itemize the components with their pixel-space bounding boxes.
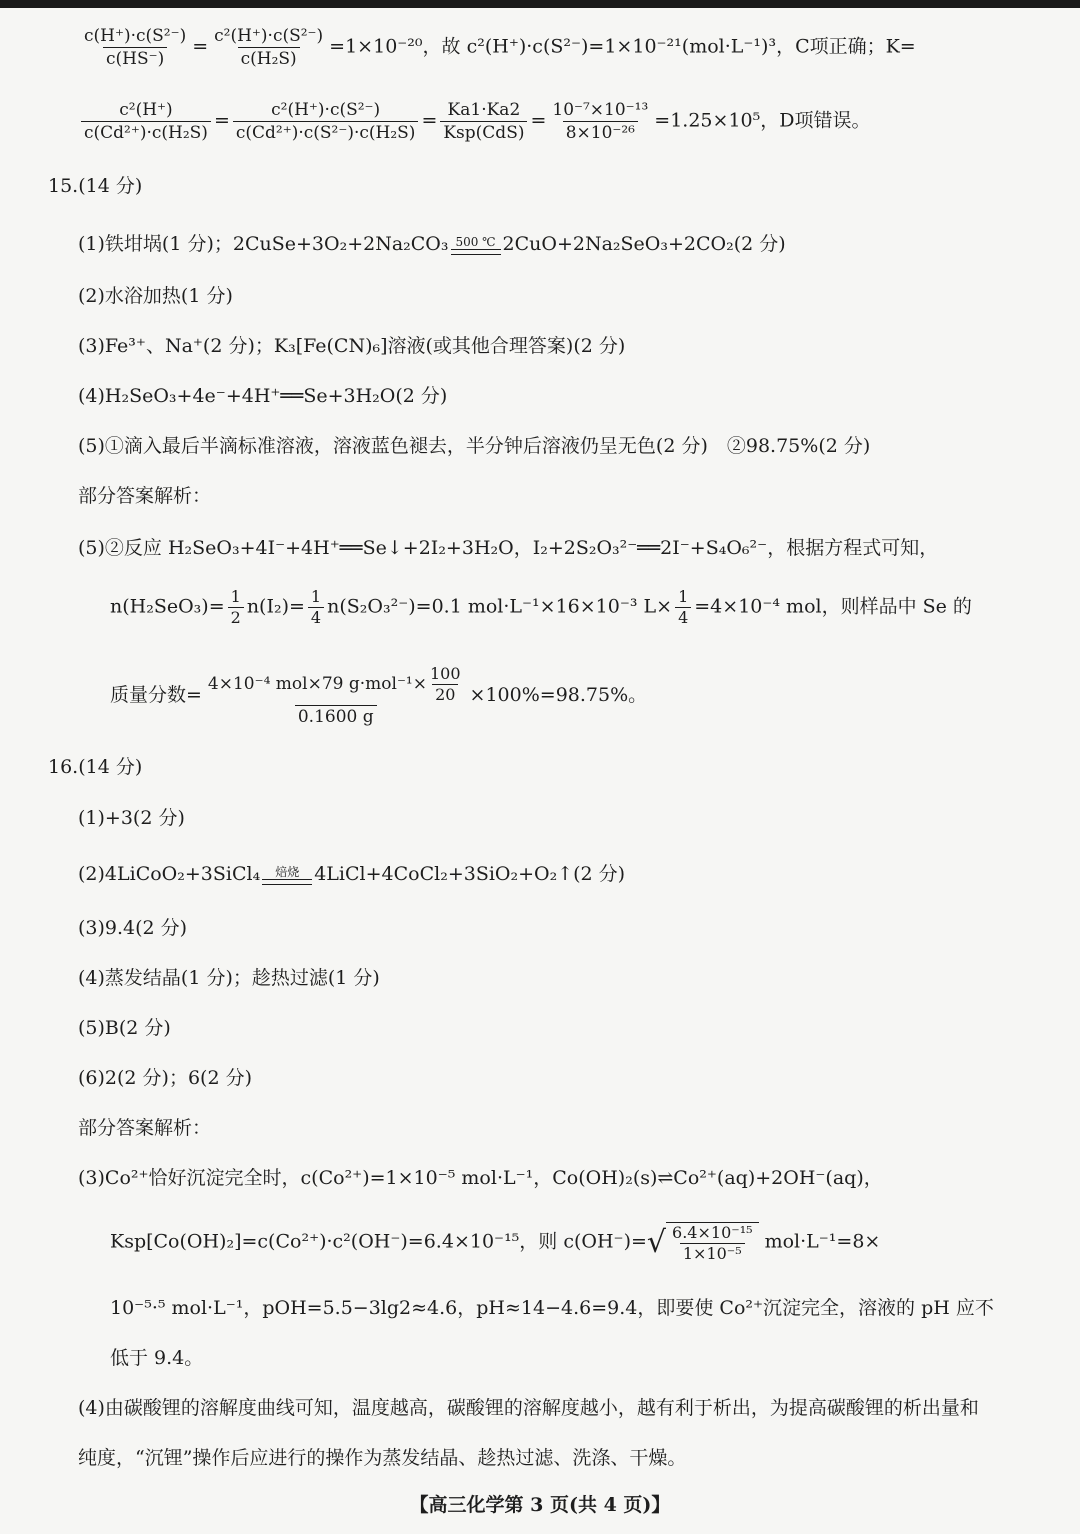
explanation-16-line-3: 10⁻⁵·⁵ mol·L⁻¹，pOH=5.5−3lg2≈4.6，pH≈14−4.6=9.4，即要使 Co²⁺沉淀完全，溶液的 pH 应不 xyxy=(110,1297,994,1319)
question-15-heading: 15.(14 分) xyxy=(48,175,143,197)
fraction: $\frac{Ka1\cdot Ka2}{\text{Ksp(CdS)}}$ xyxy=(440,100,527,143)
fraction: $\frac{1}{4}$ xyxy=(675,588,691,627)
fraction: $\frac{\text{c²(H⁺)}}{\text{c(Cd²⁺)·c(H₂S)}}$ xyxy=(81,100,211,143)
fraction: $\frac{1}{2}$ xyxy=(228,588,244,627)
explanation-16-line-4: 低于 9.4。 xyxy=(110,1347,204,1369)
explanation-16-line-2: Ksp[Co(OH)₂]=c(Co²⁺)·c²(OH⁻)=6.4×10⁻¹⁵，则 c(OH⁻)= √ $\frac{\text{6.4×10⁻¹⁵}}{\text{1×10⁻⁵}}$ mol·L⁻¹=8× xyxy=(110,1223,881,1263)
page-footer: 【高三化学第 3 页(共 4 页)】 xyxy=(409,1494,671,1516)
answer-16-1: (1)+3(2 分) xyxy=(78,807,185,829)
eq-line-2: $\frac{\text{c²(H⁺)}}{\text{c(Cd²⁺)·c(H₂S)}}$ = $\frac{\text{c²(H⁺)·c(S²⁻)}}{\text{c(Cd²⁺)·c(S²⁻)·c(H₂S)}}$ = $\frac{Ka1\cdot Ka2}{\text{Ksp(CdS)}}$ = $\frac{\text{10⁻⁷×10⁻¹³}}{\text{8×10⁻²⁶}}$ =1.25×10⁵，D项错误。 xyxy=(78,100,870,143)
explanation-16-line-5: (4)由碳酸锂的溶解度曲线可知，温度越高，碳酸锂的溶解度越小，越有利于析出，为提高碳酸锂的析出量和 xyxy=(78,1397,979,1419)
fraction: $\frac{\text{c²(H⁺)·c(S²⁻)}}{\text{c(H₂S)}}$ xyxy=(214,26,324,69)
square-root: √ $\frac{\text{6.4×10⁻¹⁵}}{\text{1×10⁻⁵}}$ xyxy=(647,1222,759,1263)
explanation-heading: 部分答案解析： xyxy=(78,485,212,507)
answer-16-6: (6)2(2 分)；6(2 分) xyxy=(78,1067,252,1089)
fraction: $\frac{1}{4}$ xyxy=(308,588,324,627)
top-border xyxy=(0,0,1080,8)
answer-15-5: (5)①滴入最后半滴标准溶液，溶液蓝色褪去，半分钟后溶液仍呈无色(2 分) ②98.75%(2 分) xyxy=(78,435,871,457)
question-16-heading: 16.(14 分) xyxy=(48,756,143,778)
explanation-16-line-6: 纯度，“沉锂”操作后应进行的操作为蒸发结晶、趁热过滤、洗涤、干燥。 xyxy=(78,1447,687,1469)
eq-line-1: $\frac{\text{c(H⁺)·c(S²⁻)}}{c(HS^-)}$ = $\frac{\text{c²(H⁺)·c(S²⁻)}}{\text{c(H₂S)}}$ =1×10⁻²⁰，故 c²(H⁺)·c(S²⁻)=1×10⁻²¹(mol·L⁻¹)³，C项正确；K= xyxy=(78,26,916,69)
fraction: 4×10⁻⁴ mol×79 g·mol⁻¹× $\frac{100}{20}$ 0.1600 g xyxy=(205,665,467,727)
fraction: $\frac{\text{c²(H⁺)·c(S²⁻)}}{\text{c(Cd²⁺)·c(S²⁻)·c(H₂S)}}$ xyxy=(233,100,419,143)
answer-15-3: (3)Fe³⁺、Na⁺(2 分)；K₃[Fe(CN)₆]溶液(或其他合理答案)(2 分) xyxy=(78,335,626,357)
explanation-heading: 部分答案解析： xyxy=(78,1117,212,1139)
answer-16-2: (2)4LiCoO₂+3SiCl₄ 焙烧 4LiCl+4CoCl₂+3SiO₂+O₂↑(2 分) xyxy=(78,863,626,885)
fraction: $\frac{\text{c(H⁺)·c(S²⁻)}}{c(HS^-)}$ xyxy=(84,26,187,69)
fraction: $\frac{\text{10⁻⁷×10⁻¹³}}{\text{8×10⁻²⁶}}$ xyxy=(552,100,649,143)
reaction-arrow: 焙烧 xyxy=(262,866,312,885)
explanation-15-line-3: 质量分数= 4×10⁻⁴ mol×79 g·mol⁻¹× $\frac{100}{20}$ 0.1600 g ×100%=98.75%。 xyxy=(110,664,648,727)
reaction-arrow: 500 ℃ xyxy=(451,236,501,255)
explanation-15-line-1: (5)②反应 H₂SeO₃+4I⁻+4H⁺══Se↓+2I₂+3H₂O，I₂+2S₂O₃²⁻══2I⁻+S₄O₆²⁻，根据方程式可知， xyxy=(78,537,939,559)
answer-16-4: (4)蒸发结晶(1 分)；趁热过滤(1 分) xyxy=(78,967,380,989)
answer-15-1: (1)铁坩埚(1 分)；2CuSe+3O₂+2Na₂CO₃ 500 ℃ 2CuO+2Na₂SeO₃+2CO₂(2 分) xyxy=(78,233,786,255)
answer-15-2: (2)水浴加热(1 分) xyxy=(78,285,233,307)
explanation-16-line-1: (3)Co²⁺恰好沉淀完全时，c(Co²⁺)=1×10⁻⁵ mol·L⁻¹，Co(OH)₂(s)⇌Co²⁺(aq)+2OH⁻(aq)， xyxy=(78,1167,883,1189)
answer-15-4: (4)H₂SeO₃+4e⁻+4H⁺══Se+3H₂O(2 分) xyxy=(78,385,448,407)
fraction: $\frac{100}{20}$ xyxy=(430,664,461,704)
fraction: $\frac{\text{6.4×10⁻¹⁵}}{\text{1×10⁻⁵}}$ xyxy=(672,1223,753,1263)
answer-16-3: (3)9.4(2 分) xyxy=(78,917,188,939)
text: =1.25×10⁵，D项错误。 xyxy=(654,109,871,132)
text: =1×10⁻²⁰，故 c²(H⁺)·c(S²⁻)=1×10⁻²¹(mol·L⁻¹)³，C项正确；K= xyxy=(329,35,916,58)
explanation-15-line-2: n(H₂SeO₃)= $\frac{1}{2}$ n(I₂)= $\frac{1}{4}$ n(S₂O₃²⁻)=0.1 mol·L⁻¹×16×10⁻³ L× $\frac{1}{4}$ =4×10⁻⁴ mol，则样品中 Se 的 xyxy=(110,587,972,627)
answer-16-5: (5)B(2 分) xyxy=(78,1017,171,1039)
